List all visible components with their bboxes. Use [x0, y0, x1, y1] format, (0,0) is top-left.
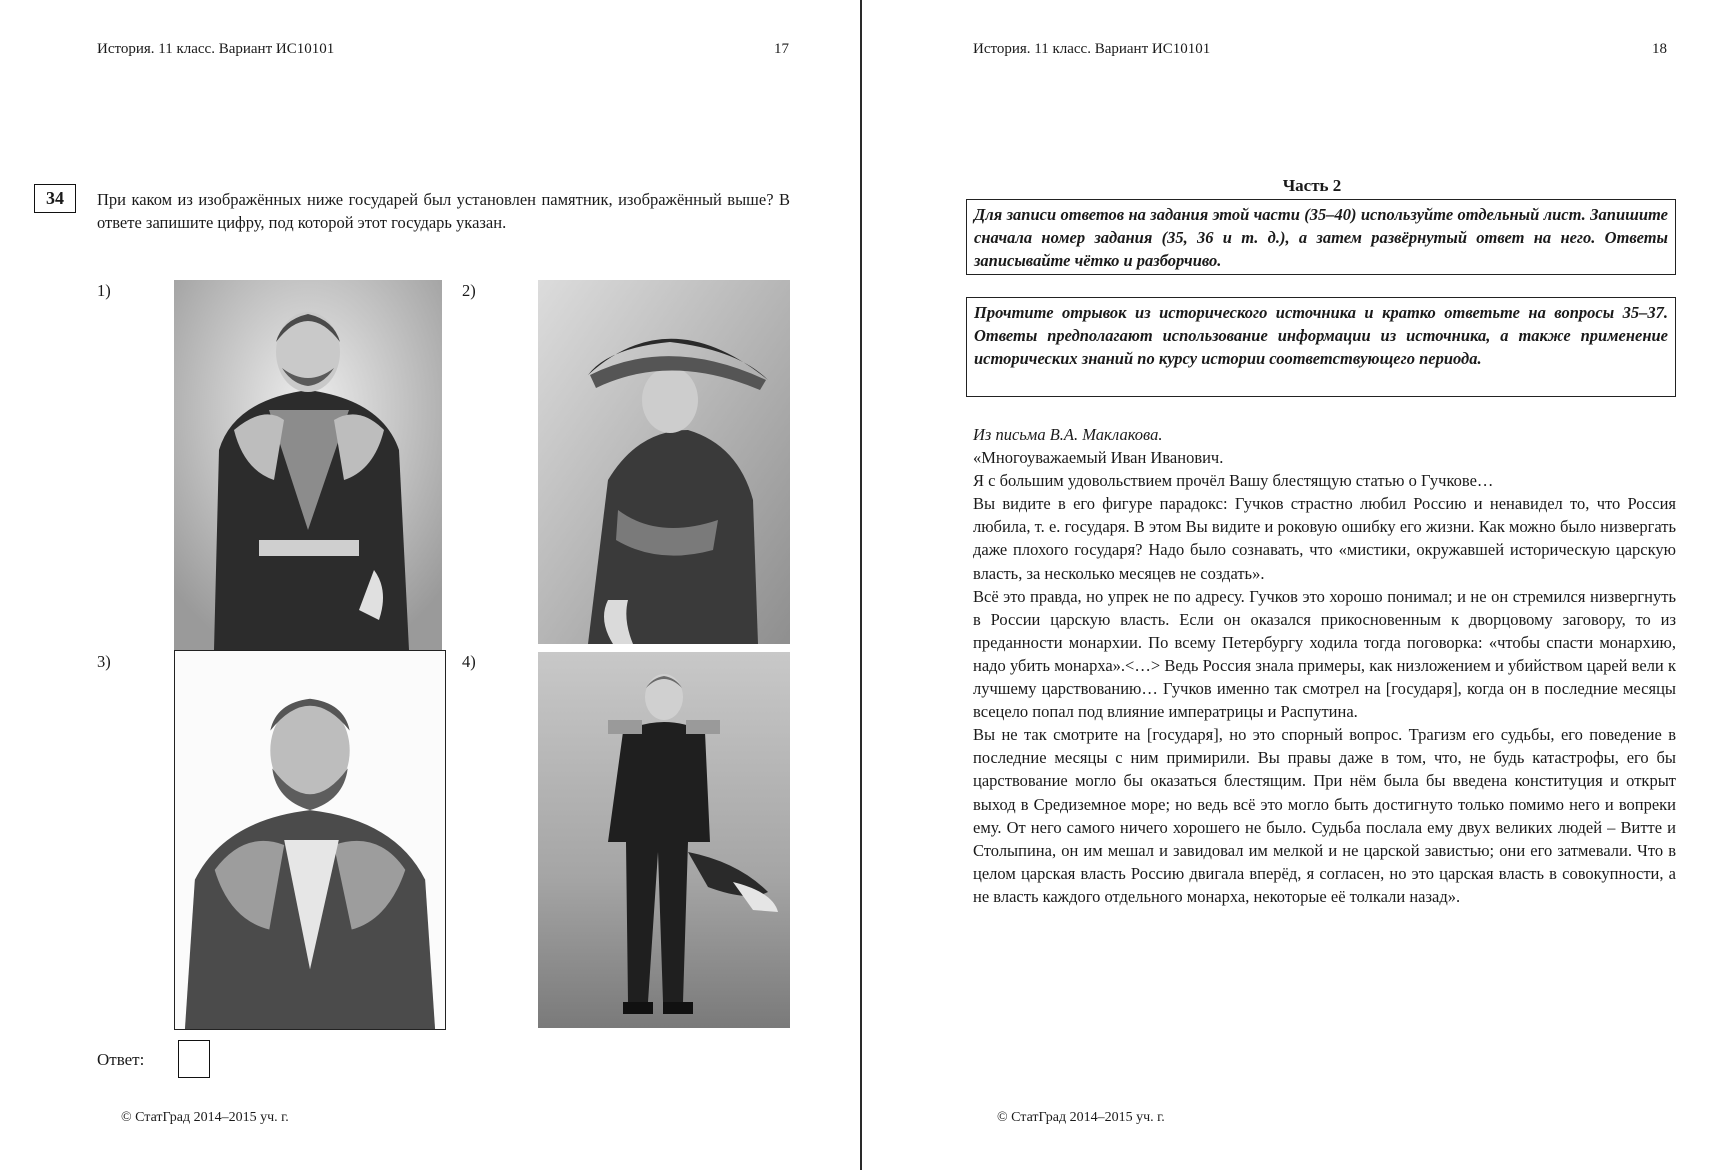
portrait-4-image	[538, 652, 790, 1028]
instruction-box-source: Прочтите отрывок из исторического источника и кратко ответьте на вопросы 35–37. Ответы предполагают использование информации из источника, а также применение исторических знаний по курсу истории соответствующего периода.	[966, 297, 1676, 397]
option-label-3: 3)	[97, 652, 111, 671]
source-paragraph: Я с большим удовольствием прочёл Вашу блестящую статью о Гучкове…	[973, 471, 1494, 491]
source-paragraph: Всё это правда, но упрек не по адресу. Гучков это хорошо понимал; и не он стремился низвергнуть в России царскую власть. Если он оказался прикосновенным к дворцовому заговору, то из преданности монархии. По всему Петербургу ходила тогда поговорка: «чтобы спасти монархию, надо убить монарха».<…> Ведь Россия знала примеры, как низложением и убийством царей вели к лучшему царствованию… Гучков именно так смотрел на [государя], когда он в последние месяцы всецело попал под влияние императрицы и Распутина.	[973, 586, 1676, 722]
part-title: Часть 2	[1282, 176, 1342, 195]
portrait-1	[174, 280, 442, 650]
portrait-2	[538, 280, 790, 644]
question-number: 34	[34, 184, 76, 213]
left-header-title: История. 11 класс. Вариант ИС10101	[97, 41, 335, 57]
portrait-4	[538, 652, 790, 1028]
right-header-title: История. 11 класс. Вариант ИС10101	[973, 41, 1211, 57]
portrait-2-image	[538, 280, 790, 644]
right-page	[862, 0, 1722, 1170]
instruction-box-answers: Для записи ответов на задания этой части (35–40) используйте отдельный лист. Запишите сначала номер задания (35, 36 и т. д.), а затем развёрнутый ответ на него. Ответы записывайте чётко и разборчиво.	[966, 199, 1676, 275]
left-page	[0, 0, 860, 1170]
source-paragraph: Вы не так смотрите на [государя], но это спорный вопрос. Трагизм его судьбы, его поведение в последние месяцы с ним примирили. Вы правы даже в том, что, не будь катастрофы, его бы царствование могло бы оказаться блестящим. При нём была бы введена конституция и открыт выход в Средиземное море; но ведь всё это могло быть достигнуто только помимо него и вопреки ему. От него самого ничего хорошего не было. Судьба послала ему двух великих людей – Витте и Столыпина, он им мешал и завидовал им мелкой и не царской завистью; они его затмевали. Что в целом царская власть Россию двигала вперёд, я согласен, но это царская власть в совокупности, а не власть каждого отдельного монарха, некоторые её толкали назад».	[973, 725, 1676, 906]
portrait-3-image	[175, 651, 445, 1029]
portrait-3	[174, 650, 446, 1030]
left-footer: © СтатГрад 2014–2015 уч. г.	[121, 1110, 289, 1125]
source-paragraph: Вы видите в его фигуре парадокс: Гучков страстно любил Россию и ненавидел то, что Россия любила, т. е. государя. В этом Вы видите и роковую ошибку его жизни. Как можно было низвергать даже плохого государя? Надо было сознавать, что «мистики, окружавшей историческую царскую власть, за несколько месяцев не создать».	[973, 494, 1676, 583]
left-page-number: 17	[774, 41, 789, 57]
question-text: При каком из изображённых ниже государей был установлен памятник, изображённый выше? В ответе запишите цифру, под которой этот государь указан.	[97, 190, 790, 232]
option-label-4: 4)	[462, 652, 476, 671]
source-title: Из письма В.А. Маклакова.	[973, 425, 1163, 444]
option-label-1: 1)	[97, 281, 111, 300]
answer-label: Ответ:	[97, 1050, 145, 1069]
source-paragraph: «Многоуважаемый Иван Иванович.	[973, 448, 1224, 468]
right-footer: © СтатГрад 2014–2015 уч. г.	[997, 1110, 1165, 1125]
right-page-number: 18	[1652, 41, 1667, 57]
option-label-2: 2)	[462, 281, 476, 300]
portrait-1-image	[174, 280, 442, 650]
answer-input-box[interactable]	[178, 1040, 210, 1078]
source-excerpt	[973, 423, 1676, 908]
